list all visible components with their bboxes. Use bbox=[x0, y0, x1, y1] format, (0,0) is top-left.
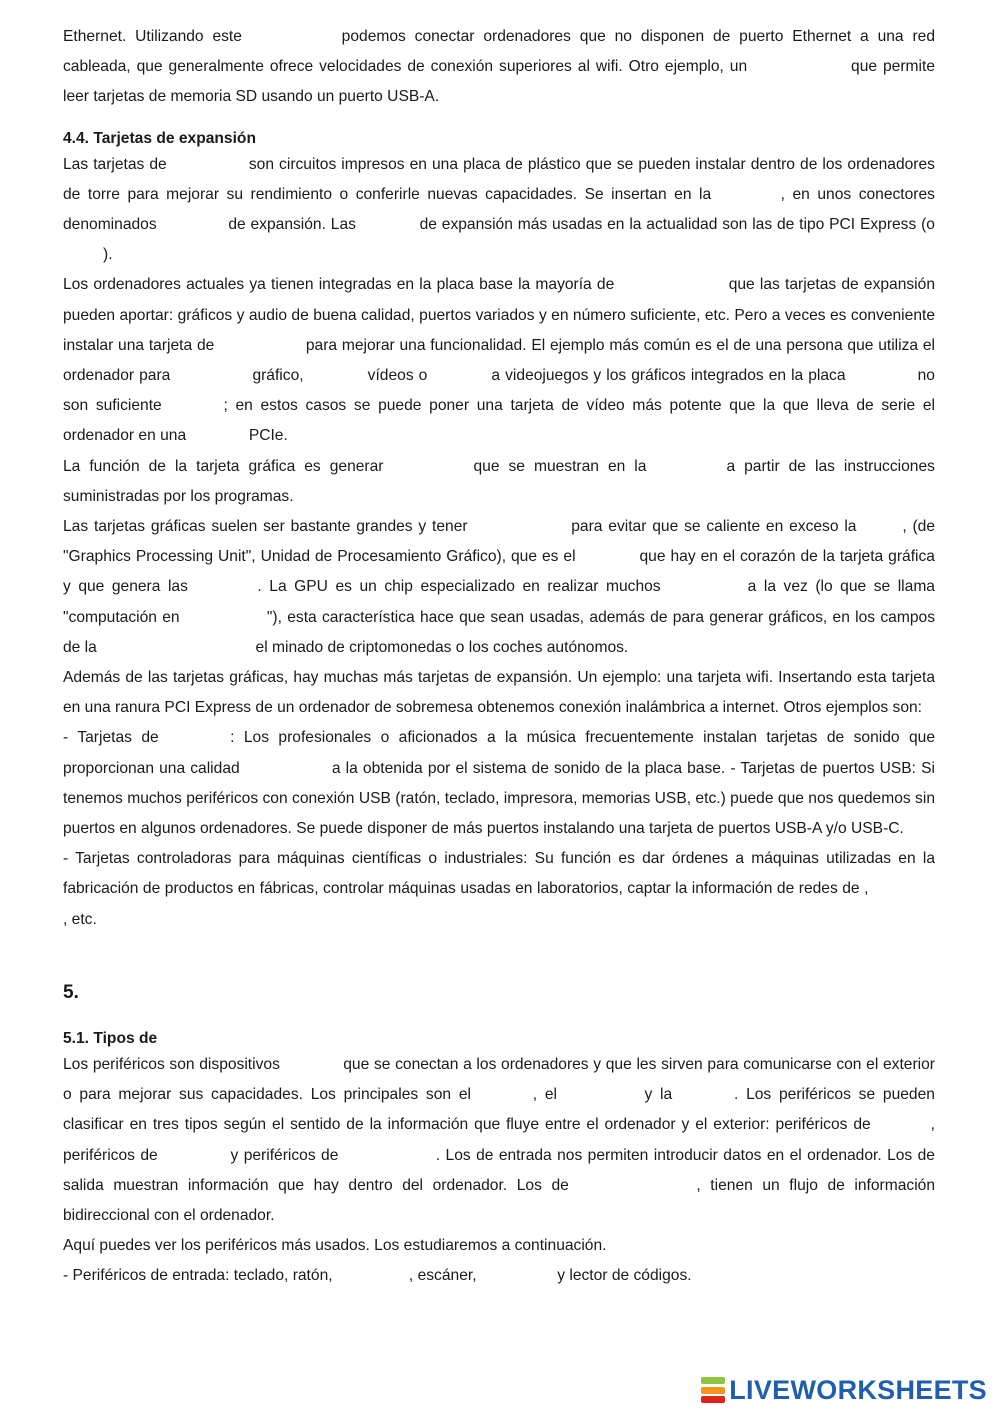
liveworksheets-logo-icon bbox=[701, 1377, 725, 1403]
answer-blank[interactable] bbox=[581, 548, 635, 567]
answer-blank[interactable] bbox=[851, 366, 913, 385]
answer-blank[interactable] bbox=[161, 215, 223, 234]
section-heading-5-1: 5.1. Tipos de bbox=[63, 1029, 158, 1047]
logo-bar-red bbox=[701, 1396, 725, 1403]
answer-blank[interactable] bbox=[337, 1267, 409, 1286]
answer-blank[interactable] bbox=[63, 246, 103, 265]
answer-blank[interactable] bbox=[169, 397, 223, 416]
answer-blank[interactable] bbox=[219, 336, 301, 355]
answer-blank[interactable] bbox=[877, 1116, 931, 1135]
answer-blank[interactable] bbox=[565, 1085, 637, 1104]
answer-blank[interactable] bbox=[163, 1146, 225, 1165]
paragraph-input-peripherals: - Periféricos de entrada: teclado, ratón, , escáner, y lector de códigos. bbox=[63, 1267, 692, 1285]
paragraph-most-used: Aquí puedes ver los periféricos más usados. Los estudiaremos a continuación. bbox=[63, 1237, 607, 1255]
answer-blank[interactable] bbox=[285, 1055, 339, 1074]
answer-blank[interactable] bbox=[862, 517, 902, 536]
paragraph-intro: Ethernet. Utilizando este podemos conectar ordenadores que no disponen de puerto Ethernet a una red cableada, que generalmente ofrece velocidades de conexión superiores al wifi. Otro ejemplo, un que permite leer tarjetas de memoria SD usando un puerto USB-A. bbox=[63, 28, 935, 106]
section-heading-5: 5. bbox=[63, 981, 79, 1003]
worksheet-page bbox=[63, 22, 935, 1292]
paragraph-graphics-function: La función de la tarjeta gráfica es generar que se muestran en la a partir de las instrucciones suministradas por los programas. bbox=[63, 457, 935, 505]
answer-blank[interactable] bbox=[668, 578, 740, 597]
logo-bar-green bbox=[701, 1377, 725, 1384]
answer-blank[interactable] bbox=[101, 638, 251, 657]
answer-blank[interactable] bbox=[185, 608, 267, 627]
answer-blank[interactable] bbox=[245, 759, 327, 778]
answer-blank[interactable] bbox=[655, 457, 717, 476]
paragraph-other-cards: Además de las tarjetas gráficas, hay muchas más tarjetas de expansión. Un ejemplo: una tarjeta wifi. Insertando esta tarjeta en una ranura PCI Express de un ordenador de sobremesa obtenemos conexión inalámbrica a internet. Otros ejemplos son: bbox=[63, 669, 935, 717]
section-heading-4-4: 4.4. Tarjetas de expansión bbox=[63, 129, 256, 147]
logo-bar-orange bbox=[701, 1387, 725, 1394]
answer-blank[interactable] bbox=[619, 276, 723, 295]
answer-blank[interactable] bbox=[361, 215, 415, 234]
answer-blank[interactable] bbox=[719, 185, 781, 204]
answer-blank[interactable] bbox=[190, 427, 244, 446]
paragraph-integrated-functions: Los ordenadores actuales ya tienen integradas en la placa base la mayoría de que las tarjetas de expansión pueden aportar: gráficos y audio de buena calidad, puertos variados y en número suficiente, etc. Pero a veces es conveniente instalar una tarjeta de para mejorar una funcionalidad. El ejemplo más común es el de una persona que utiliza el ordenador para gráfico, vídeos o a videojuegos y los gráficos integrados en la placa no son suficiente ; en estos casos se puede poner una tarjeta de vídeo más potente que la que lleva de serie el ordenador en una PCIe. bbox=[63, 276, 935, 445]
paragraph-controller-cards: - Tarjetas controladoras para máquinas científicas o industriales: Su función es dar órdenes a máquinas utilizadas en la fabricación de productos en fábricas, controlar máquinas usadas en laboratorios, captar la información de redes de , , etc. bbox=[63, 850, 935, 928]
answer-blank[interactable] bbox=[432, 366, 486, 385]
answer-blank[interactable] bbox=[309, 366, 363, 385]
answer-blank[interactable] bbox=[344, 1146, 436, 1165]
answer-blank[interactable] bbox=[481, 1267, 553, 1286]
answer-blank[interactable] bbox=[172, 155, 244, 174]
liveworksheets-logo bbox=[701, 1374, 987, 1406]
answer-blank[interactable] bbox=[392, 457, 464, 476]
answer-blank[interactable] bbox=[175, 366, 247, 385]
paragraph-peripherals: Los periféricos son dispositivos que se conectan a los ordenadores y que les sirven para comunicarse con el exterior o para mejorar sus capacidades. Los principales son el , el y la . Los periféricos se pueden clasificar en tres tipos según el sentido de la información que fluye entre el ordenador y el exterior: periféricos de , periféricos de y periféricos de . Los de entrada nos permiten introducir datos en el ordenador. Los de salida muestran información que hay dentro del ordenador. Los de , tienen un flujo de información bidireccional con el ordenador. bbox=[63, 1055, 936, 1224]
answer-blank[interactable] bbox=[195, 578, 257, 597]
paragraph-sound-usb-cards: - Tarjetas de : Los profesionales o aficionados a la música frecuentemente instalan tarjetas de sonido que proporcionan una calidad a la obtenida por el sistema de sonido de la placa base. - Tarjetas de puertos USB: Si tenemos muchos periféricos con conexión USB (ratón, teclado, impresora, memorias USB, etc.) puede que nos quedemos sin puertos en algunos ordenadores. Se puede disponer de más puertos instalando una tarjeta de puertos USB-A y/o USB-C. bbox=[63, 729, 935, 838]
answer-blank[interactable] bbox=[680, 1085, 734, 1104]
answer-blank[interactable] bbox=[251, 27, 333, 46]
answer-blank[interactable] bbox=[578, 1176, 696, 1195]
answer-blank[interactable] bbox=[479, 1085, 533, 1104]
answer-blank[interactable] bbox=[753, 58, 845, 77]
answer-blank[interactable] bbox=[473, 517, 565, 536]
paragraph-gpu: Las tarjetas gráficas suelen ser bastante grandes y tener para evitar que se caliente en exceso la , (de "Graphics Processing Unit", Unidad de Procesamiento Gráfico), que es el que hay en el corazón de la tarjeta gráfica y que genera las . La GPU es un chip especializado en realizar muchos a la vez (lo que se llama "computación en "), esta característica hace que sean usadas, además de para generar gráficos, en los campos de la el minado de criptomonedas o los coches autónomos. bbox=[63, 518, 936, 656]
paragraph-expansion-cards: Las tarjetas de son circuitos impresos en una placa de plástico que se pueden instalar dentro de los ordenadores de torre para mejorar su rendimiento o conferirle nuevas capacidades. Se insertan en la , en unos conectores denominados de expansión. Las de expansión más usadas en la actualidad son las de tipo PCI Express (o ). bbox=[63, 155, 935, 264]
liveworksheets-logo-text: LIVEWORKSHEETS bbox=[729, 1375, 987, 1405]
answer-blank[interactable] bbox=[168, 729, 230, 748]
answer-blank[interactable] bbox=[873, 880, 935, 899]
